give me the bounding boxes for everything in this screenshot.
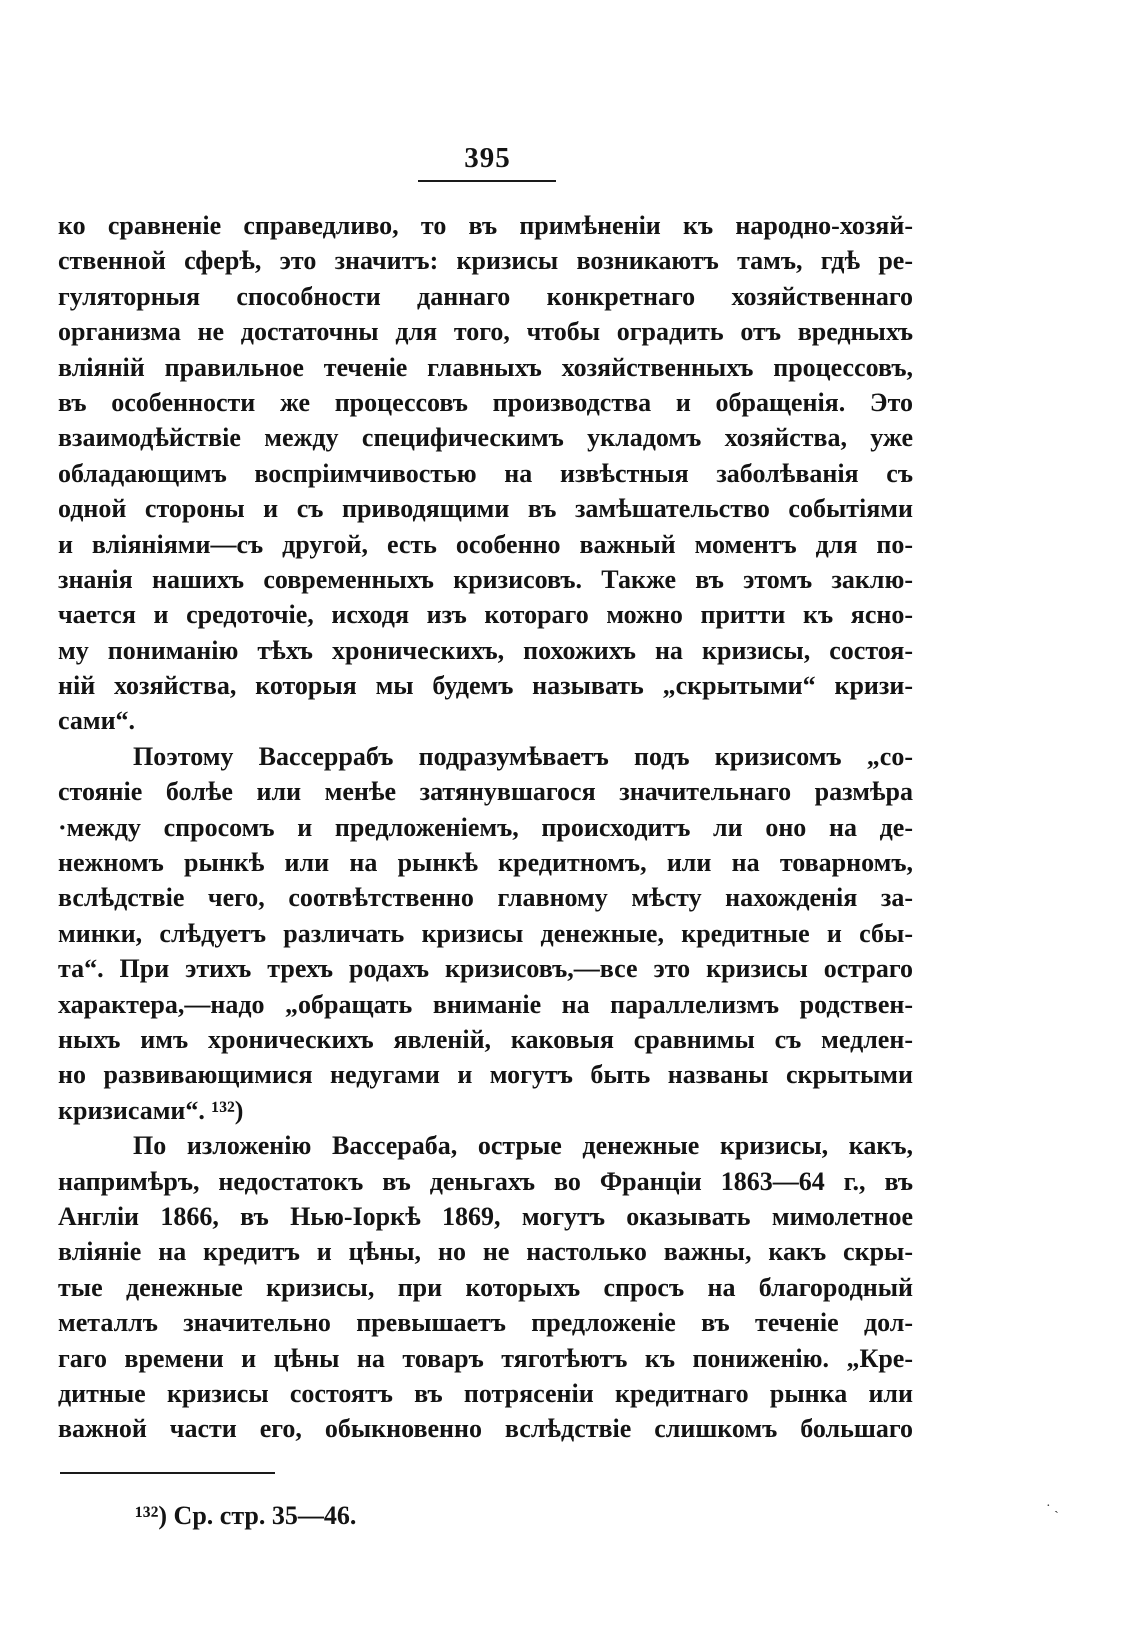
text-line: гуляторныя способности даннаго конкретнаго хозяйственнаго [58,281,913,311]
text-line: нежномъ рынкѣ или на рынкѣ кредитномъ, или на товарномъ, [58,848,913,878]
scan-specks: · ˏ [1046,1499,1059,1514]
text-line: Англіи 1866, въ Нью-Іоркѣ 1869, могутъ оказывать мимолетное [58,1201,913,1231]
text-line: важной части его, обыкновенно вслѣдствіе слишкомъ большаго [58,1414,913,1444]
page-number-rule [418,180,556,182]
body-text [58,208,913,1447]
text-line: стояніе болѣе или менѣе затянувшагося значительнаго размѣра [58,777,913,807]
text-line: ныхъ имъ хроническихъ явленій, каковыя сравнимы съ медлен- [58,1024,913,1054]
text-line: гаго времени и цѣны на товаръ тяготѣютъ къ пониженію. „Кре- [58,1343,913,1373]
text-line: ·между спросомъ и предложеніемъ, происходитъ ли оно на де- [58,812,913,842]
text-line: ко сравненіе справедливо, то въ примѣненіи къ народно-хозяй- [58,211,913,240]
text-line: чается и средоточіе, исходя изъ котораго можно притти къ ясно- [58,600,913,630]
text-line: та“. При этихъ трехъ родахъ кризисовъ,—все это кризисы остраго [58,954,913,984]
text-line: обладающимъ воспріимчивостью на извѣстныя заболѣванія съ [58,458,913,488]
text-line: тые денежные кризисы, при которыхъ спросъ на благородный [58,1272,913,1302]
page-number: 395 [464,142,511,174]
text-line: взаимодѣйствіе между специфическимъ укладомъ хозяйства, уже [58,423,913,453]
text-line: кризисами“. ¹³²) [58,1095,244,1125]
footnote-rule [60,1472,275,1474]
text-line: металлъ значительно превышаетъ предложеніе въ теченіе дол- [58,1308,913,1338]
text-line-paragraph-start: По изложенію Вассераба, острые денежные кризисы, какъ, [133,1131,913,1161]
text-line: ній хозяйства, которыя мы будемъ называть „скрытыми“ кризи- [58,671,913,701]
text-line: сами“. [58,706,136,736]
text-line: напримѣръ, недостатокъ въ деньгахъ во Франціи 1863—64 г., въ [58,1166,913,1196]
text-line: вліяніе на кредитъ и цѣны, но не настолько важны, какъ скры- [58,1237,913,1267]
text-line: организма не достаточны для того, чтобы оградить отъ вредныхъ [58,317,913,347]
text-line-paragraph-start: Поэтому Вассеррабъ подразумѣваетъ подъ кризисомъ „со- [133,741,913,771]
text-line: вліяній правильное теченіе главныхъ хозяйственныхъ процессовъ, [58,352,913,382]
text-line: но развивающимися недугами и могутъ быть названы скрытыми [58,1060,913,1090]
text-line: характера,—надо „обращать вниманіе на параллелизмъ родствен- [58,989,913,1019]
text-line: въ особенности же процессовъ производства и обращенія. Это [58,387,913,417]
text-line: ственной сферѣ, это значитъ: кризисы возникаютъ тамъ, гдѣ ре- [58,246,913,276]
footnote: ¹³²) Ср. стр. 35—46. [135,1501,357,1530]
text-line: минки, слѣдуетъ различать кризисы денежные, кредитные и сбы- [58,918,913,948]
text-line: дитные кризисы состоятъ въ потрясеніи кредитнаго рынка или [58,1378,913,1408]
text-line: знанія нашихъ современныхъ кризисовъ. Также въ этомъ заклю- [58,564,913,594]
text-line: му пониманію тѣхъ хроническихъ, похожихъ на кризисы, состоя- [58,635,913,665]
text-line: одной стороны и съ приводящими въ замѣшательство событіями [58,494,913,524]
text-line: вслѣдствіе чего, соотвѣтственно главному мѣсту нахожденія за- [58,883,913,913]
text-line: и вліяніями—съ другой, есть особенно важный моментъ для по- [58,529,913,559]
